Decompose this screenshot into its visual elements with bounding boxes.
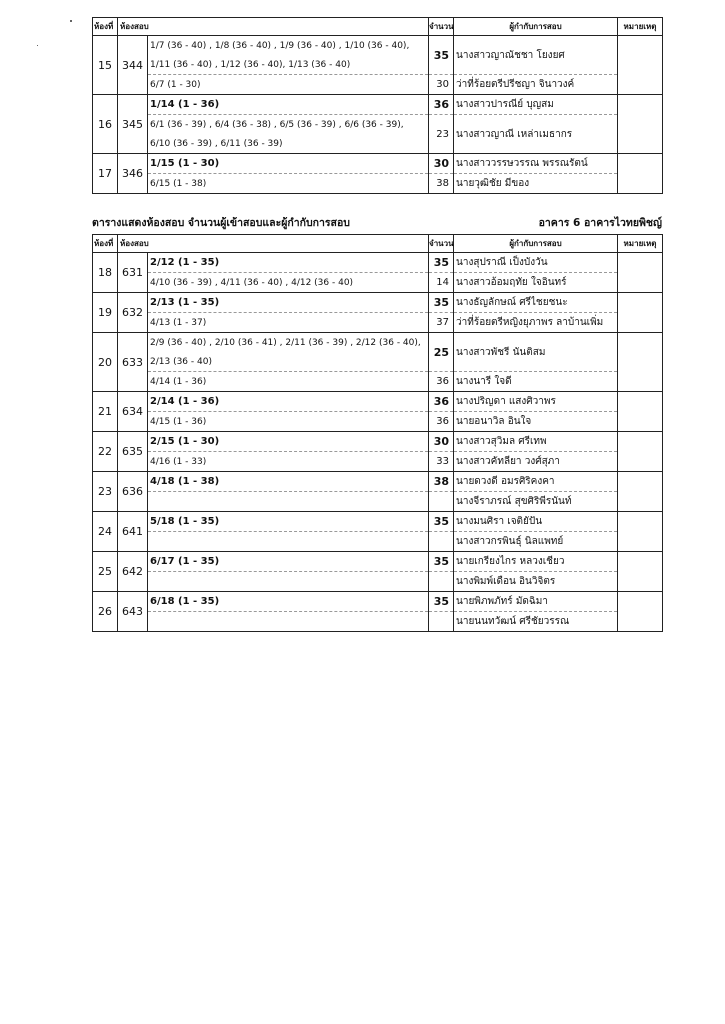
- count-line: [429, 532, 453, 552]
- room-code: 634: [118, 392, 148, 432]
- proctor-name: นายวุฒิชัย มีของ: [456, 178, 530, 189]
- proctor-cell: [454, 512, 618, 552]
- proctor-line: [454, 293, 617, 313]
- class-line: [148, 55, 428, 75]
- class-list: [148, 154, 428, 193]
- class-cell: [148, 253, 429, 293]
- class-range-text: 2/14 (1 - 36): [148, 392, 428, 412]
- room-code: 632: [118, 293, 148, 333]
- proctor-name: นางสุปราณี เป็งบังวัน: [454, 253, 617, 273]
- note-cell: [618, 472, 663, 512]
- proctor-name: นางสาวกรพินธุ์ นิลแพทย์: [456, 536, 564, 547]
- class-cell: [148, 512, 429, 552]
- class-list: [148, 36, 428, 94]
- count-cell: [429, 154, 454, 194]
- room-row: [93, 154, 663, 194]
- class-range-text: [148, 572, 428, 592]
- proctor-name: นายอนาวิล อินใจ: [456, 416, 532, 427]
- class-range-text: 4/10 (36 - 39) , 4/11 (36 - 40) , 4/12 (36 - 40): [150, 277, 354, 288]
- room-code: 642: [118, 552, 148, 592]
- proctor-line: [454, 492, 617, 512]
- note-cell: [618, 392, 663, 432]
- note-cell: [618, 293, 663, 333]
- proctor-cell: [454, 552, 618, 592]
- room-row: [93, 333, 663, 392]
- examinee-count: 36: [429, 392, 453, 412]
- count-list: [429, 293, 453, 332]
- room-row: [93, 253, 663, 293]
- proctor-list: [454, 472, 617, 511]
- exam-room-table-1: [92, 17, 663, 194]
- count-line: [429, 452, 453, 472]
- room-number: 22: [93, 432, 118, 472]
- count-line: [429, 333, 453, 372]
- class-list: [148, 432, 428, 471]
- note-cell: [618, 512, 663, 552]
- header-note: หมายเหตุ: [618, 235, 663, 253]
- room-code: 635: [118, 432, 148, 472]
- count-line: [429, 512, 453, 532]
- note-cell: [618, 552, 663, 592]
- examinee-count: 30: [429, 154, 453, 174]
- count-line: [429, 154, 453, 174]
- room-number: 17: [93, 154, 118, 194]
- class-line: [148, 115, 428, 135]
- header-room: ห้องสอบ: [118, 18, 429, 36]
- count-list: [429, 253, 453, 292]
- proctor-name: นายพิภพภัทร์ มัดฉิมา: [454, 592, 617, 612]
- count-line: [429, 612, 453, 632]
- class-range-text: [148, 612, 428, 632]
- class-range-text: 5/18 (1 - 35): [148, 512, 428, 532]
- proctor-name: นางสาวอ้อมฤทัย ใจอินทร์: [456, 277, 567, 288]
- class-range-text: 1/15 (1 - 30): [148, 154, 428, 174]
- count-list: [429, 36, 453, 94]
- room-code: 346: [118, 154, 148, 194]
- count-line: [429, 552, 453, 572]
- room-row: [93, 592, 663, 632]
- count-line: [429, 36, 453, 75]
- proctor-cell: [454, 95, 618, 154]
- count-list: [429, 432, 453, 471]
- proctor-name: นายดวงดี อมรศิริคงคา: [454, 472, 617, 492]
- count-line: [429, 472, 453, 492]
- class-range-text: 4/18 (1 - 38): [148, 472, 428, 492]
- class-range-text: 4/15 (1 - 36): [150, 416, 207, 427]
- header-room: ห้องสอบ: [118, 235, 429, 253]
- proctor-line: [454, 532, 617, 552]
- room-number: 24: [93, 512, 118, 552]
- examinee-count: [429, 532, 453, 552]
- proctor-line: [454, 333, 617, 372]
- room-number: 18: [93, 253, 118, 293]
- proctor-cell: [454, 293, 618, 333]
- class-cell: [148, 552, 429, 592]
- class-range-text: [148, 532, 428, 552]
- examinee-count: 37: [436, 317, 449, 328]
- proctor-list: [454, 512, 617, 551]
- examinee-count: 23: [436, 128, 449, 140]
- proctor-line: [454, 154, 617, 174]
- proctor-line: [454, 36, 617, 75]
- class-line: [148, 95, 428, 115]
- scan-speck: [37, 45, 38, 46]
- proctor-list: [454, 552, 617, 591]
- note-cell: [618, 253, 663, 293]
- proctor-name: นางสาวญาณัชชา โยงยศ: [454, 36, 617, 75]
- class-line: [148, 392, 428, 412]
- class-range-text: 1/11 (36 - 40) , 1/12 (36 - 40), 1/13 (36 - 40): [148, 55, 428, 75]
- room-number: 26: [93, 592, 118, 632]
- examinee-count: 38: [429, 472, 453, 492]
- class-range-text: 4/14 (1 - 36): [150, 376, 207, 387]
- class-range-text: 2/9 (36 - 40) , 2/10 (36 - 41) , 2/11 (36 - 39) , 2/12 (36 - 40),: [150, 337, 421, 348]
- examinee-count: 35: [429, 592, 453, 612]
- count-line: [429, 492, 453, 512]
- examinee-count: 35: [429, 552, 453, 572]
- count-cell: [429, 333, 454, 392]
- class-list: [148, 592, 428, 631]
- proctor-line: [454, 612, 617, 632]
- proctor-name: ว่าที่ร้อยตรีปรีชญา จินาวงค์: [456, 79, 575, 90]
- class-line: [148, 75, 428, 95]
- room-number: 21: [93, 392, 118, 432]
- examinee-count: 30: [436, 79, 449, 90]
- count-list: [429, 592, 453, 631]
- count-list: [429, 512, 453, 551]
- room-row: [93, 95, 663, 154]
- count-line: [429, 313, 453, 333]
- class-cell: [148, 392, 429, 432]
- header-room-no: ห้องที่: [93, 235, 118, 253]
- proctor-cell: [454, 392, 618, 432]
- proctor-name: นายเกรียงไกร หลวงเชียว: [454, 552, 617, 572]
- class-line: [148, 472, 428, 492]
- header-proctor: ผู้กำกับการสอบ: [454, 235, 618, 253]
- count-cell: [429, 36, 454, 95]
- note-cell: [618, 95, 663, 154]
- class-range-text: 6/7 (1 - 30): [150, 79, 201, 90]
- table-header-row: [93, 18, 663, 36]
- proctor-line: [454, 572, 617, 592]
- class-list: [148, 392, 428, 431]
- count-list: [429, 552, 453, 591]
- class-line: [148, 612, 428, 632]
- count-line: [429, 392, 453, 412]
- proctor-cell: [454, 333, 618, 392]
- class-line: [148, 552, 428, 572]
- proctor-line: [454, 432, 617, 452]
- class-range-text: 2/15 (1 - 30): [148, 432, 428, 452]
- class-range-text: 6/18 (1 - 35): [148, 592, 428, 612]
- proctor-list: [454, 432, 617, 471]
- class-cell: [148, 432, 429, 472]
- proctor-list: [454, 95, 617, 153]
- proctor-name: นางสาวปารณีย์ บุญสม: [454, 95, 617, 115]
- header-proctor: ผู้กำกับการสอบ: [454, 18, 618, 36]
- class-cell: [148, 472, 429, 512]
- proctor-name: ว่าที่ร้อยตรีหญิงยุภาพร ลาบ้านเพิ่ม: [456, 317, 604, 328]
- count-line: [429, 75, 453, 95]
- room-row: [93, 432, 663, 472]
- class-line: [148, 372, 428, 392]
- proctor-line: [454, 472, 617, 492]
- proctor-line: [454, 115, 617, 154]
- header-count: จำนวน: [429, 235, 454, 253]
- count-list: [429, 154, 453, 193]
- class-cell: [148, 154, 429, 194]
- class-line: [148, 174, 428, 194]
- examinee-count: 35: [429, 253, 453, 273]
- class-range-text: 1/7 (36 - 40) , 1/8 (36 - 40) , 1/9 (36 - 40) , 1/10 (36 - 40),: [150, 40, 410, 51]
- class-line: [148, 492, 428, 512]
- room-code: 344: [118, 36, 148, 95]
- class-cell: [148, 333, 429, 392]
- header-note: หมายเหตุ: [618, 18, 663, 36]
- note-cell: [618, 432, 663, 472]
- proctor-cell: [454, 472, 618, 512]
- class-line: [148, 36, 428, 55]
- class-range-text: 4/13 (1 - 37): [150, 317, 207, 328]
- proctor-list: [454, 392, 617, 431]
- class-range-text: 6/10 (36 - 39) , 6/11 (36 - 39): [150, 138, 283, 149]
- examinee-count: 36: [436, 416, 449, 427]
- count-line: [429, 372, 453, 392]
- class-list: [148, 552, 428, 591]
- room-code: 643: [118, 592, 148, 632]
- count-line: [429, 592, 453, 612]
- proctor-name: นางสาวพัชรี นันติสม: [454, 333, 617, 372]
- proctor-cell: [454, 253, 618, 293]
- class-list: [148, 293, 428, 332]
- examinee-count: [429, 612, 453, 632]
- examinee-count: 35: [429, 512, 453, 532]
- proctor-line: [454, 592, 617, 612]
- count-cell: [429, 592, 454, 632]
- proctor-list: [454, 333, 617, 391]
- examinee-count: 25: [429, 333, 453, 372]
- room-code: 636: [118, 472, 148, 512]
- note-cell: [618, 333, 663, 392]
- scan-speck: [70, 20, 72, 22]
- count-line: [429, 572, 453, 592]
- header-count: จำนวน: [429, 18, 454, 36]
- room-code: 631: [118, 253, 148, 293]
- proctor-line: [454, 273, 617, 293]
- count-cell: [429, 253, 454, 293]
- class-line: [148, 313, 428, 333]
- count-cell: [429, 293, 454, 333]
- room-number: 23: [93, 472, 118, 512]
- room-row: [93, 36, 663, 95]
- count-line: [429, 253, 453, 273]
- class-line: [148, 412, 428, 432]
- count-list: [429, 95, 453, 153]
- count-list: [429, 392, 453, 431]
- proctor-cell: [454, 154, 618, 194]
- class-line: [148, 532, 428, 552]
- class-range-text: 6/17 (1 - 35): [148, 552, 428, 572]
- proctor-cell: [454, 592, 618, 632]
- examinee-count: [429, 492, 453, 512]
- class-cell: [148, 36, 429, 95]
- room-number: 16: [93, 95, 118, 154]
- proctor-cell: [454, 36, 618, 95]
- room-code: 633: [118, 333, 148, 392]
- proctor-line: [454, 372, 617, 392]
- count-line: [429, 95, 453, 115]
- examinee-count: 33: [436, 456, 449, 467]
- proctor-list: [454, 36, 617, 94]
- count-cell: [429, 392, 454, 432]
- examinee-count: [429, 572, 453, 592]
- count-cell: [429, 95, 454, 154]
- count-line: [429, 115, 453, 154]
- proctor-line: [454, 412, 617, 432]
- proctor-name: นางสาววรรษวรรณ พรรณรัตน์: [454, 154, 617, 174]
- proctor-list: [454, 293, 617, 332]
- class-line: [148, 452, 428, 472]
- proctor-name: นางจีราภรณ์ สุขศิริพีรนันท์: [456, 496, 572, 507]
- exam-room-table-2: [92, 234, 663, 632]
- count-line: [429, 293, 453, 313]
- note-cell: [618, 154, 663, 194]
- count-line: [429, 174, 453, 194]
- building-label: อาคาร 6 อาคารไวทยพิชญ์: [538, 217, 662, 229]
- room-row: [93, 472, 663, 512]
- class-cell: [148, 95, 429, 154]
- class-line: [148, 333, 428, 352]
- proctor-line: [454, 552, 617, 572]
- count-cell: [429, 472, 454, 512]
- class-line: [148, 273, 428, 293]
- class-line: [148, 134, 428, 153]
- proctor-cell: [454, 432, 618, 472]
- examinee-count: 30: [429, 432, 453, 452]
- class-line: [148, 293, 428, 313]
- room-code: 641: [118, 512, 148, 552]
- examinee-count: 36: [436, 376, 449, 387]
- proctor-line: [454, 313, 617, 333]
- section-title: ตารางแสดงห้องสอบ จำนวนผู้เข้าสอบและผู้กำกับการสอบ: [92, 217, 350, 229]
- count-line: [429, 273, 453, 293]
- class-range-text: 2/12 (1 - 35): [148, 253, 428, 273]
- proctor-name: นางมนศิรา เจติยัปัน: [454, 512, 617, 532]
- count-list: [429, 333, 453, 391]
- proctor-line: [454, 512, 617, 532]
- class-range-text: 1/14 (1 - 36): [148, 95, 428, 115]
- room-number: 25: [93, 552, 118, 592]
- count-list: [429, 472, 453, 511]
- class-line: [148, 253, 428, 273]
- proctor-name: นางพิมพ์เดือน อินวิจิตร: [456, 576, 556, 587]
- room-row: [93, 392, 663, 432]
- table-header-row: [93, 235, 663, 253]
- note-cell: [618, 36, 663, 95]
- class-list: [148, 512, 428, 551]
- examinee-count: 35: [429, 293, 453, 313]
- class-line: [148, 592, 428, 612]
- examinee-count: 38: [436, 178, 449, 189]
- proctor-name: นางนารี ใจดี: [456, 376, 512, 387]
- count-line: [429, 432, 453, 452]
- proctor-line: [454, 253, 617, 273]
- examinee-count: 35: [429, 36, 453, 75]
- examinee-count: 36: [429, 95, 453, 115]
- room-row: [93, 512, 663, 552]
- class-list: [148, 472, 428, 511]
- class-range-text: 6/1 (36 - 39) , 6/4 (36 - 38) , 6/5 (36 - 39) , 6/6 (36 - 39),: [150, 119, 404, 130]
- count-line: [429, 412, 453, 432]
- class-line: [148, 572, 428, 592]
- class-range-text: 2/13 (36 - 40): [148, 352, 428, 372]
- section-title-bar: [92, 212, 662, 230]
- proctor-line: [454, 75, 617, 95]
- class-cell: [148, 592, 429, 632]
- proctor-list: [454, 154, 617, 193]
- class-line: [148, 154, 428, 174]
- room-row: [93, 552, 663, 592]
- class-list: [148, 95, 428, 153]
- proctor-list: [454, 253, 617, 292]
- room-row: [93, 293, 663, 333]
- room-number: 20: [93, 333, 118, 392]
- class-range-text: 4/16 (1 - 33): [150, 456, 207, 467]
- proctor-line: [454, 452, 617, 472]
- proctor-name: นางสาวสุวิมล ศรีเทพ: [454, 432, 617, 452]
- class-line: [148, 352, 428, 372]
- proctor-name: นางธัญลักษณ์ ศรีไชยชนะ: [454, 293, 617, 313]
- proctor-name: นางสาวคัทลียา วงศ์สุภา: [456, 456, 560, 467]
- class-line: [148, 432, 428, 452]
- class-line: [148, 512, 428, 532]
- proctor-name: นางปริญดา แสงศิวาพร: [454, 392, 617, 412]
- count-cell: [429, 432, 454, 472]
- count-cell: [429, 552, 454, 592]
- class-range-text: 6/15 (1 - 38): [150, 178, 207, 189]
- room-number: 15: [93, 36, 118, 95]
- proctor-line: [454, 392, 617, 412]
- header-room-no: ห้องที่: [93, 18, 118, 36]
- class-range-text: 2/13 (1 - 35): [148, 293, 428, 313]
- class-list: [148, 333, 428, 391]
- examinee-count: 14: [436, 277, 449, 288]
- proctor-list: [454, 592, 617, 631]
- class-range-text: [148, 492, 428, 512]
- proctor-name: นายนนทวัฒน์ ศรีชัยวรรณ: [456, 616, 570, 627]
- room-code: 345: [118, 95, 148, 154]
- room-number: 19: [93, 293, 118, 333]
- proctor-line: [454, 174, 617, 194]
- proctor-line: [454, 95, 617, 115]
- count-cell: [429, 512, 454, 552]
- class-list: [148, 253, 428, 292]
- note-cell: [618, 592, 663, 632]
- class-cell: [148, 293, 429, 333]
- proctor-name: นางสาวญาณี เหล่าเมธากร: [456, 128, 573, 140]
